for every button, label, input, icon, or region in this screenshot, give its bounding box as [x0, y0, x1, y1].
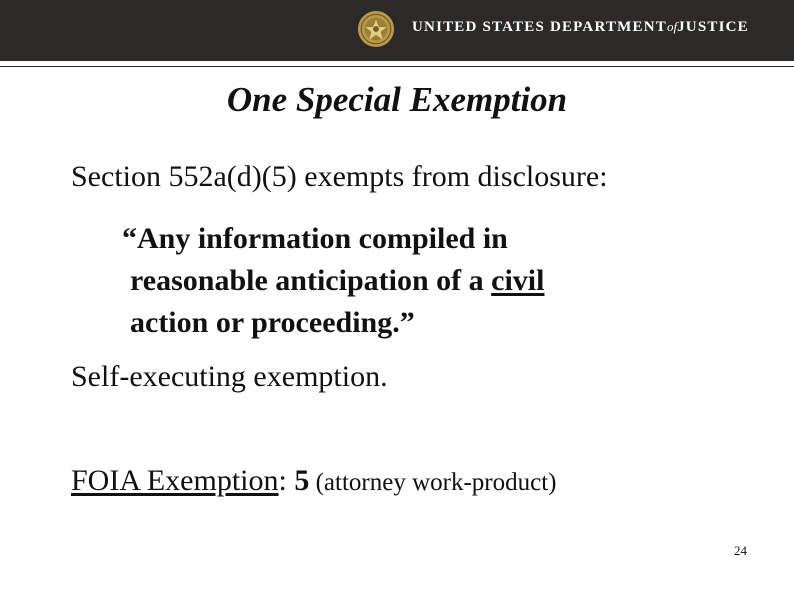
foia-label: FOIA Exemption: [71, 464, 279, 497]
header-rule: [0, 61, 794, 67]
foia-note: (attorney work-product): [309, 469, 557, 496]
foia-colon: :: [278, 464, 295, 497]
foia-number: 5: [294, 464, 310, 497]
org-name-of: of: [666, 19, 678, 34]
quote-line-2: [122, 260, 544, 302]
self-executing-line: Self-executing exemption.: [71, 360, 388, 393]
foia-line: [71, 464, 556, 498]
section-line: Section 552a(d)(5) exempts from disclosure:: [71, 160, 608, 193]
org-name-part2: JUSTICE: [677, 19, 749, 35]
organization-name: [412, 19, 784, 43]
quote-line-1: “Any information compiled in: [122, 222, 508, 255]
quote-line-3: [122, 302, 544, 344]
org-name-part1: UNITED STATES DEPARTMENT: [412, 19, 667, 35]
doj-seal-icon: [357, 10, 395, 48]
quote-underlined-word: civil: [491, 264, 545, 297]
slide-title: One Special Exemption: [226, 80, 568, 119]
header-bar: [0, 0, 794, 61]
quoted-text: [122, 218, 544, 344]
quote-line-2-text: reasonable anticipation of a: [130, 264, 492, 297]
page-number: 24: [734, 543, 747, 558]
quote-line-3-text: action or proceeding.”: [130, 306, 415, 339]
